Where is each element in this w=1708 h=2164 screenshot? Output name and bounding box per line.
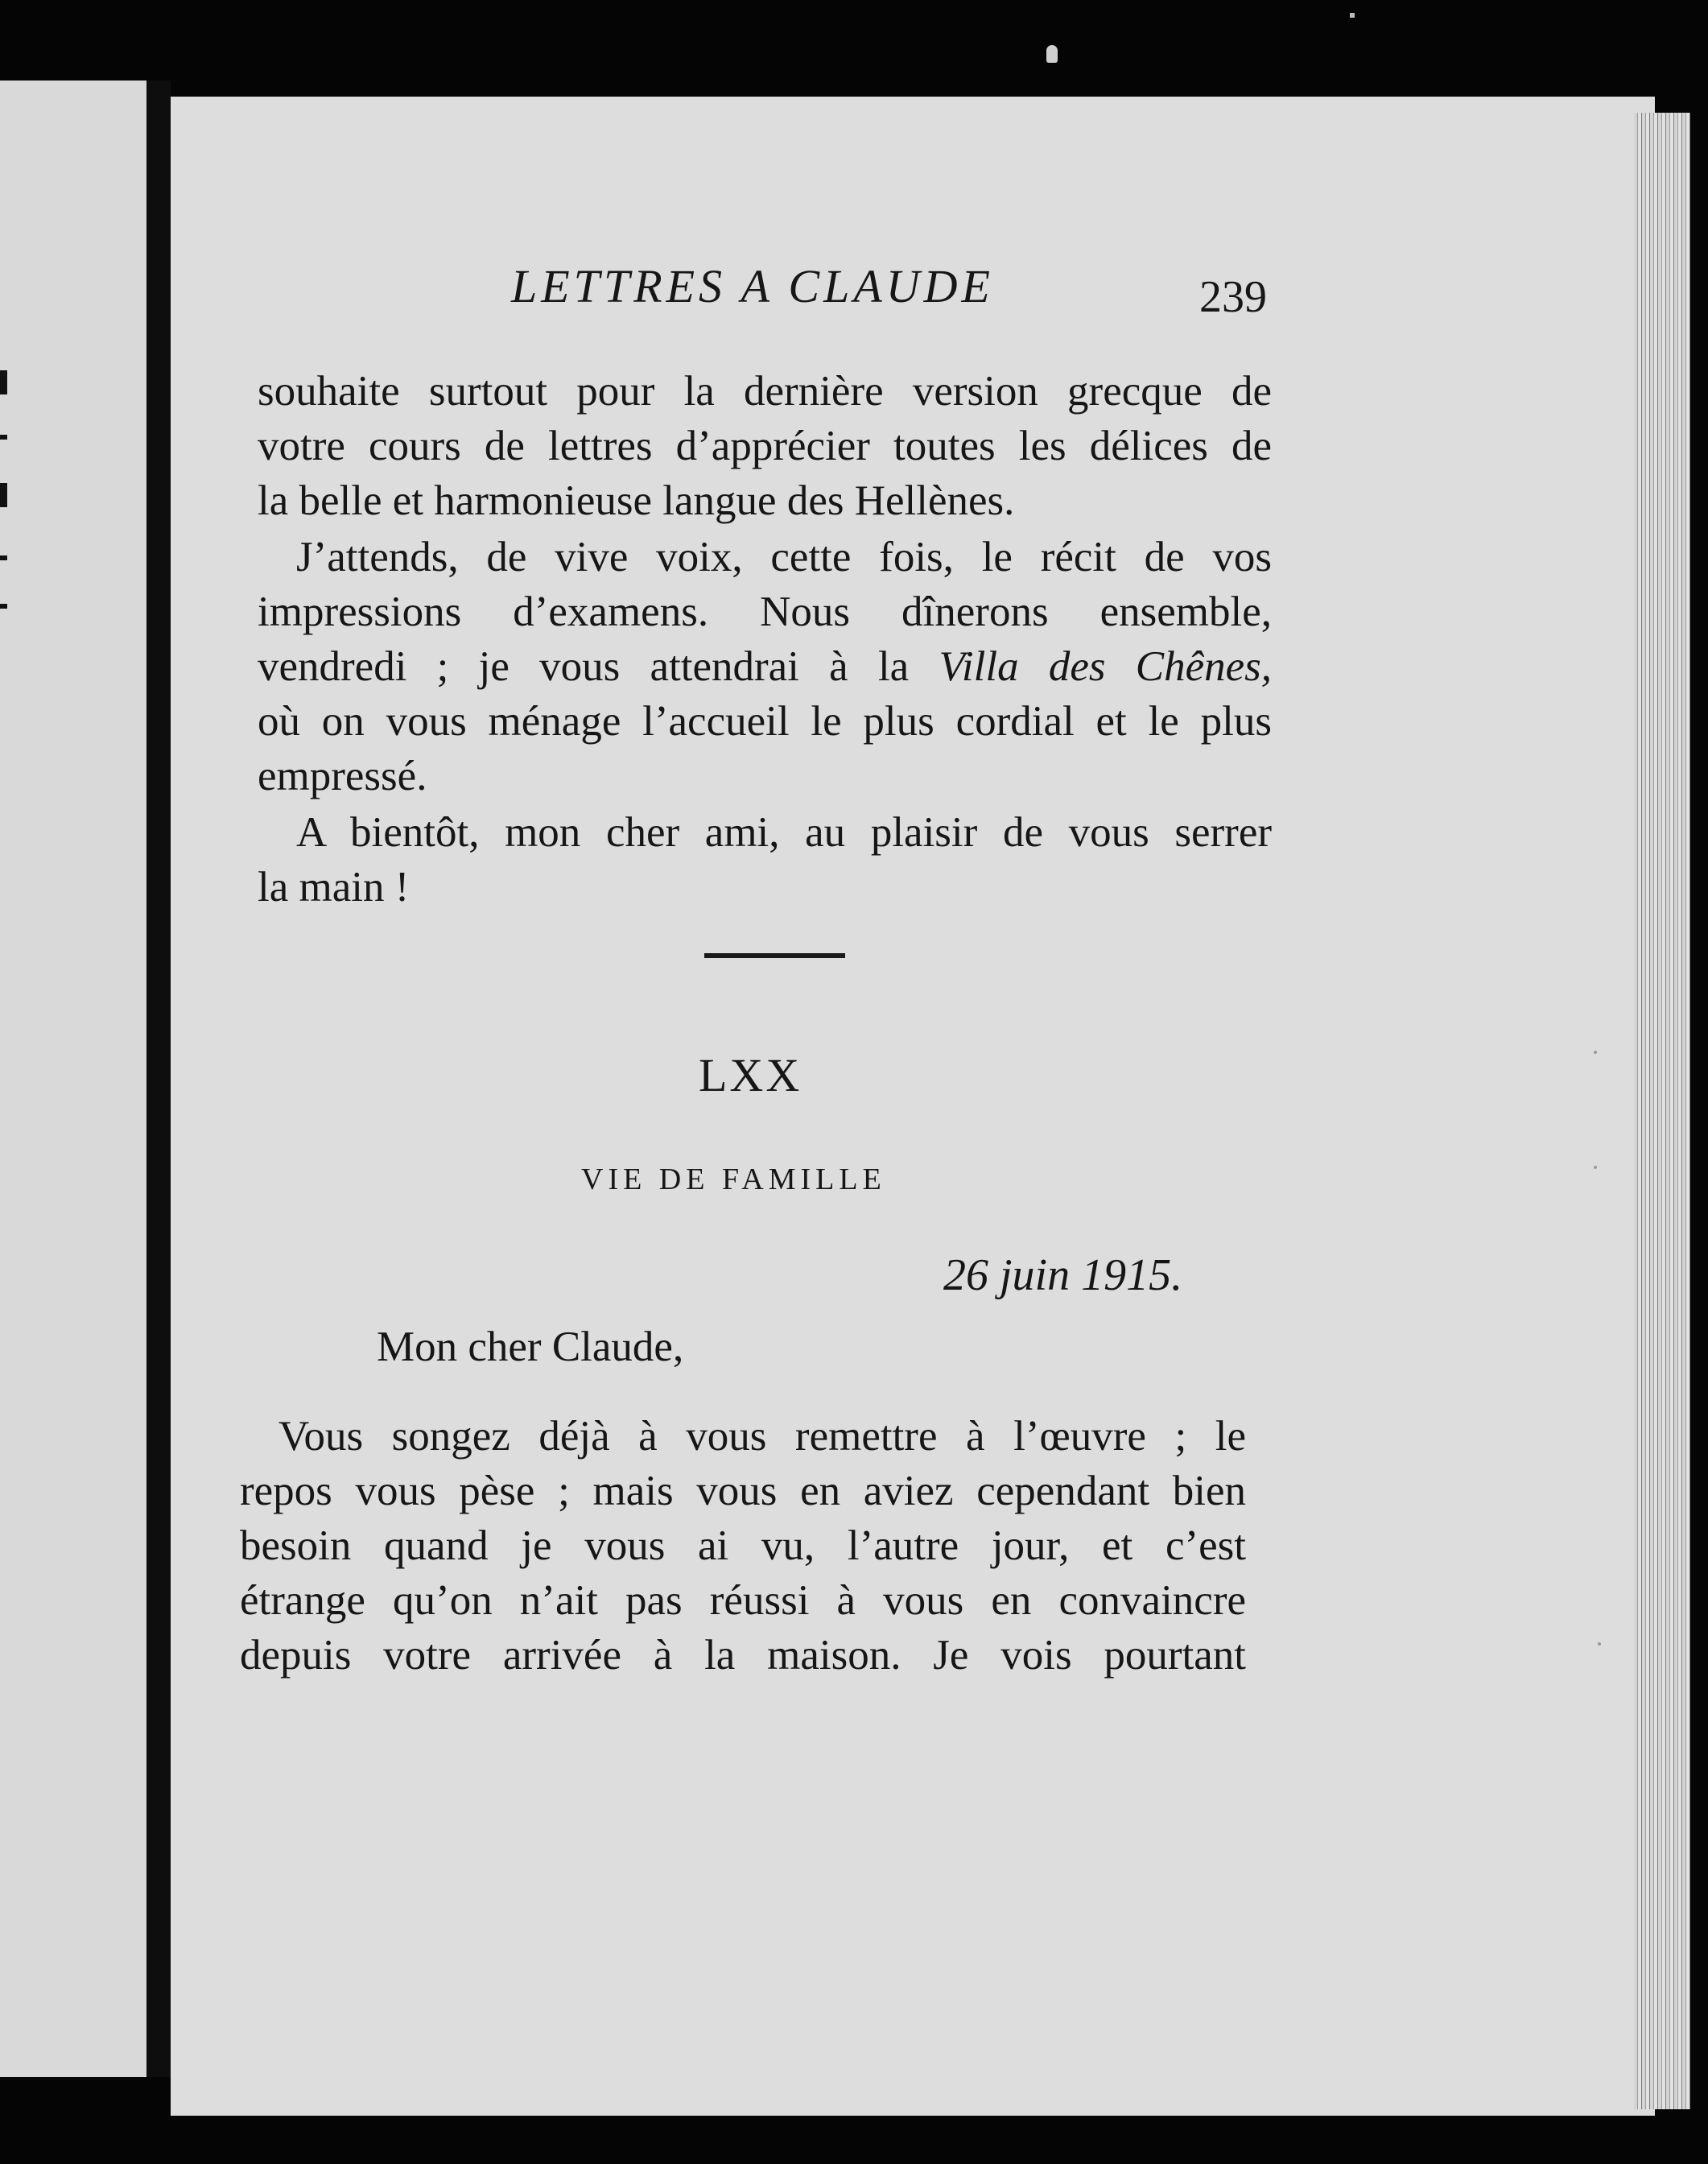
adjacent-page-edge [0, 81, 146, 2077]
section-divider [704, 953, 845, 958]
scan-speck [1350, 13, 1355, 18]
italic-place-name: Villa des Chênes, [939, 643, 1272, 690]
text-line-with-italic [258, 639, 1272, 694]
chapter-number: LXX [699, 1049, 802, 1101]
chapter-title: VIE DE FAMILLE [581, 1163, 886, 1196]
text-line: A bientôt, mon cher ami, au plaisir de vous serrer [296, 809, 1272, 856]
text-line: empressé. [258, 753, 427, 799]
scan-speck [1046, 45, 1058, 63]
paragraph [258, 364, 1272, 528]
text-line: la belle et harmonieuse langue des Hellènes. [258, 477, 1015, 524]
letter-salutation: Mon cher Claude, [377, 1324, 684, 1370]
adjacent-page-marks [0, 370, 11, 628]
text-line: Vous songez déjà à vous remettre à l’œuvre ; le [278, 1413, 1246, 1460]
text-fragment: vendredi ; je vous attendrai à la [258, 643, 910, 690]
text-line: étrange qu’on n’ait pas réussi à vous en convaincre [240, 1577, 1246, 1624]
text-line: votre cours de lettres d’apprécier toutes les délices de [258, 423, 1272, 469]
running-header-title: LETTRES A CLAUDE [511, 260, 994, 312]
page-stack-edge [1634, 113, 1690, 2109]
text-line: la main ! [258, 864, 410, 911]
text-line: besoin quand je vous ai vu, l’autre jour, et c’est [240, 1522, 1246, 1569]
text-line: depuis votre arrivée à la maison. Je vois pourtant [240, 1632, 1246, 1679]
text-line: souhaite surtout pour la dernière version grecque de [258, 368, 1272, 415]
text-line: impressions d’examens. Nous dînerons ensemble, [258, 588, 1272, 635]
paragraph [240, 1409, 1246, 1683]
text-line: où on vous ménage l’accueil le plus cordial et le plus [258, 698, 1272, 745]
text-line: J’attends, de vive voix, cette fois, le récit de vos [296, 534, 1272, 580]
paragraph [258, 530, 1272, 803]
book-gutter [146, 81, 171, 2077]
letter-date: 26 juin 1915. [943, 1250, 1183, 1300]
paragraph [258, 805, 1272, 915]
text-line: repos vous pèse ; mais vous en aviez cependant bien [240, 1468, 1246, 1514]
page-number: 239 [1199, 272, 1267, 322]
